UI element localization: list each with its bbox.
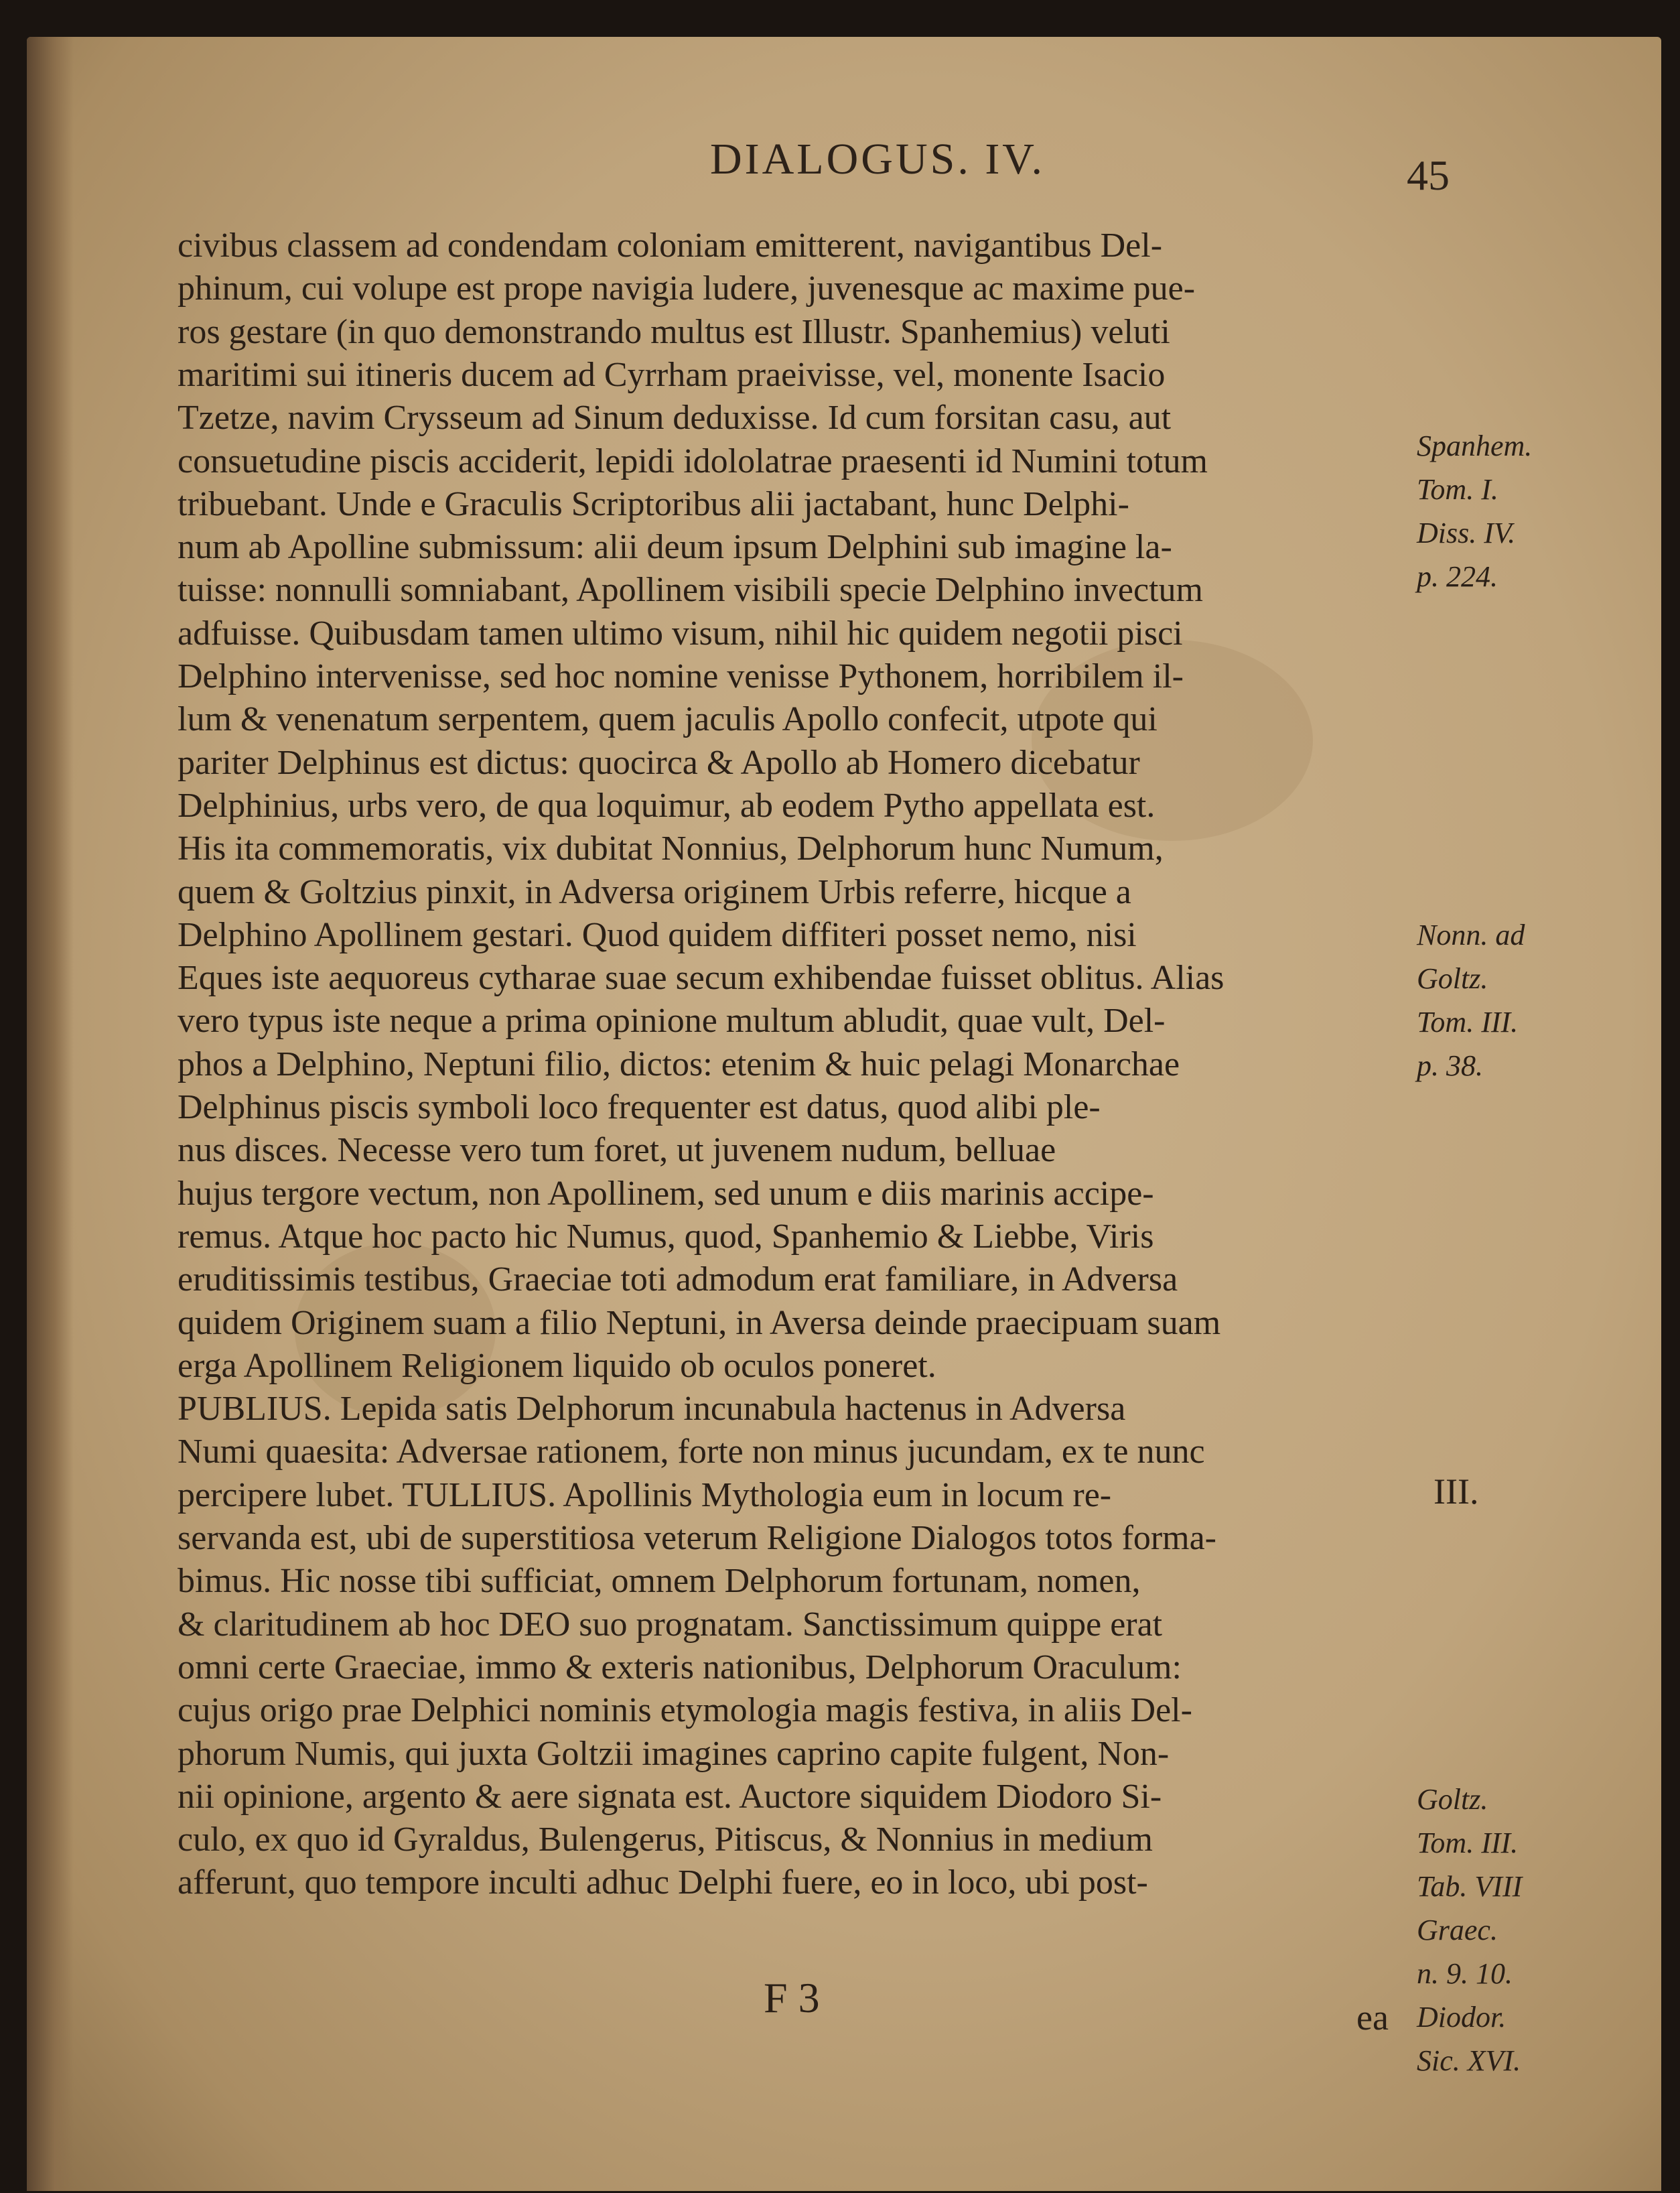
text-line: Tzetze, navim Crysseum ad Sinum deduxisse. Id cum forsitan casu, aut	[178, 399, 1172, 438]
text-line: Numi quaesita: Adversae rationem, forte non minus jucundam, ex te nunc	[178, 1433, 1205, 1471]
margin-note: Tom. III.	[1417, 1826, 1519, 1859]
margin-note: Nonn. ad	[1417, 919, 1525, 951]
text-line: civibus classem ad condendam coloniam emitterent, navigantibus Del-	[178, 226, 1163, 265]
text-line: phinum, cui volupe est prope navigia ludere, juvenesque ac maxime pue-	[178, 269, 1196, 308]
section-marker: III.	[1433, 1471, 1479, 1512]
margin-note: Tab. VIII	[1417, 1870, 1523, 1903]
catchword: ea	[1356, 1997, 1389, 2038]
text-line: tribuebant. Unde e Graculis Scriptoribus alii jactabant, hunc Delphi-	[178, 484, 1129, 523]
margin-note: Goltz.	[1417, 1783, 1488, 1816]
margin-note: Goltz.	[1417, 962, 1488, 995]
text-line: phorum Numis, qui juxta Goltzii imagines caprino capite fulgent, Non-	[178, 1734, 1170, 1773]
text-line: afferunt, quo tempore inculti adhuc Delphi fuere, eo in loco, ubi post-	[178, 1863, 1148, 1902]
text-line: Delphinus piscis symboli loco frequenter est datus, quod alibi ple-	[178, 1088, 1101, 1126]
text-line: hujus tergore vectum, non Apollinem, sed unum e diis marinis accipe-	[178, 1174, 1154, 1213]
text-line: percipere lubet. TULLIUS. Apollinis Mythologia eum in locum re-	[178, 1475, 1112, 1514]
text-line: Delphino intervenisse, sed hoc nomine venisse Pythonem, horribilem il-	[178, 657, 1184, 695]
text-line: His ita commemoratis, vix dubitat Nonnius, Delphorum hunc Numum,	[178, 829, 1164, 868]
text-line: nii opinione, argento & aere signata est. Auctore siquidem Diodoro Si-	[178, 1777, 1162, 1816]
text-line: num ab Apolline submissum: alii deum ipsum Delphini sub imagine la-	[178, 528, 1172, 567]
text-line: quem & Goltzius pinxit, in Adversa originem Urbis referre, hicque a	[178, 872, 1131, 911]
text-line: lum & venenatum serpentem, quem jaculis Apollo confecit, utpote qui	[178, 700, 1158, 739]
text-line: remus. Atque hoc pacto hic Numus, quod, Spanhemio & Liebbe, Viris	[178, 1217, 1154, 1256]
margin-note: Tom. III.	[1417, 1006, 1519, 1039]
text-line: pariter Delphinus est dictus: quocirca & Apollo ab Homero dicebatur	[178, 743, 1140, 782]
text-line: & claritudinem ab hoc DEO suo prognatam. Sanctissimum quippe erat	[178, 1605, 1163, 1644]
text-line: quidem Originem suam a filio Neptuni, in Aversa deinde praecipuam suam	[178, 1303, 1221, 1342]
signature-mark: F 3	[764, 1974, 820, 2021]
text-line: adfuisse. Quibusdam tamen ultimo visum, nihil hic quidem negotii pisci	[178, 614, 1183, 653]
text-line: omni certe Graeciae, immo & exteris nationibus, Delphorum Oraculum:	[178, 1648, 1182, 1686]
text-line: consuetudine piscis acciderit, lepidi idololatrae praesenti id Numini totum	[178, 442, 1208, 480]
margin-note: p. 38.	[1417, 1049, 1483, 1082]
text-line: Delphinius, urbs vero, de qua loquimur, ab eodem Pytho appellata est.	[178, 786, 1156, 825]
margin-note: Diss. IV.	[1417, 517, 1516, 549]
margin-note: p. 224.	[1417, 560, 1498, 593]
text-line: vero typus iste neque a prima opinione multum abludit, quae vult, Del-	[178, 1002, 1166, 1041]
binding-gutter	[27, 37, 74, 2191]
text-line: servanda est, ubi de superstitiosa veterum Religione Dialogos totos forma-	[178, 1519, 1216, 1557]
text-line: cujus origo prae Delphici nominis etymologia magis festiva, in aliis Del-	[178, 1691, 1192, 1730]
page-number: 45	[1407, 151, 1450, 199]
text-line: tuisse: nonnulli somniabant, Apollinem visibili specie Delphino invectum	[178, 571, 1203, 610]
text-line: culo, ex quo id Gyraldus, Bulengerus, Pitiscus, & Nonnius in medium	[178, 1820, 1153, 1859]
text-line: nus disces. Necesse vero tum foret, ut juvenem nudum, belluae	[178, 1131, 1056, 1170]
margin-note: Tom. I.	[1417, 473, 1498, 506]
text-line: PUBLIUS. Lepida satis Delphorum incunabula hactenus in Adversa	[178, 1390, 1126, 1428]
margin-note: Graec.	[1417, 1914, 1498, 1946]
text-line: eruditissimis testibus, Graeciae toti admodum erat familiare, in Adversa	[178, 1260, 1178, 1299]
margin-note: Spanhem.	[1417, 429, 1533, 462]
text-line: Eques iste aequoreus cytharae suae secum exhibendae fuisset oblitus. Alias	[178, 959, 1224, 998]
margin-note: n. 9. 10.	[1417, 1957, 1513, 1990]
text-line: maritimi sui itineris ducem ad Cyrrham praeivisse, vel, monente Isacio	[178, 355, 1166, 394]
text-line: bimus. Hic nosse tibi sufficiat, omnem Delphorum fortunam, nomen,	[178, 1562, 1141, 1601]
text-line: erga Apollinem Religionem liquido ob oculos poneret.	[178, 1346, 936, 1385]
text-line: Delphino Apollinem gestari. Quod quidem diffiteri posset nemo, nisi	[178, 915, 1137, 954]
running-title: DIALOGUS. IV.	[710, 135, 1045, 184]
margin-note: Sic. XVI.	[1417, 2044, 1521, 2077]
margin-note: Diodor.	[1417, 2001, 1507, 2034]
text-line: phos a Delphino, Neptuni filio, dictos: etenim & huic pelagi Monarchae	[178, 1045, 1180, 1083]
text-line: ros gestare (in quo demonstrando multus est Illustr. Spanhemius) veluti	[178, 312, 1170, 351]
